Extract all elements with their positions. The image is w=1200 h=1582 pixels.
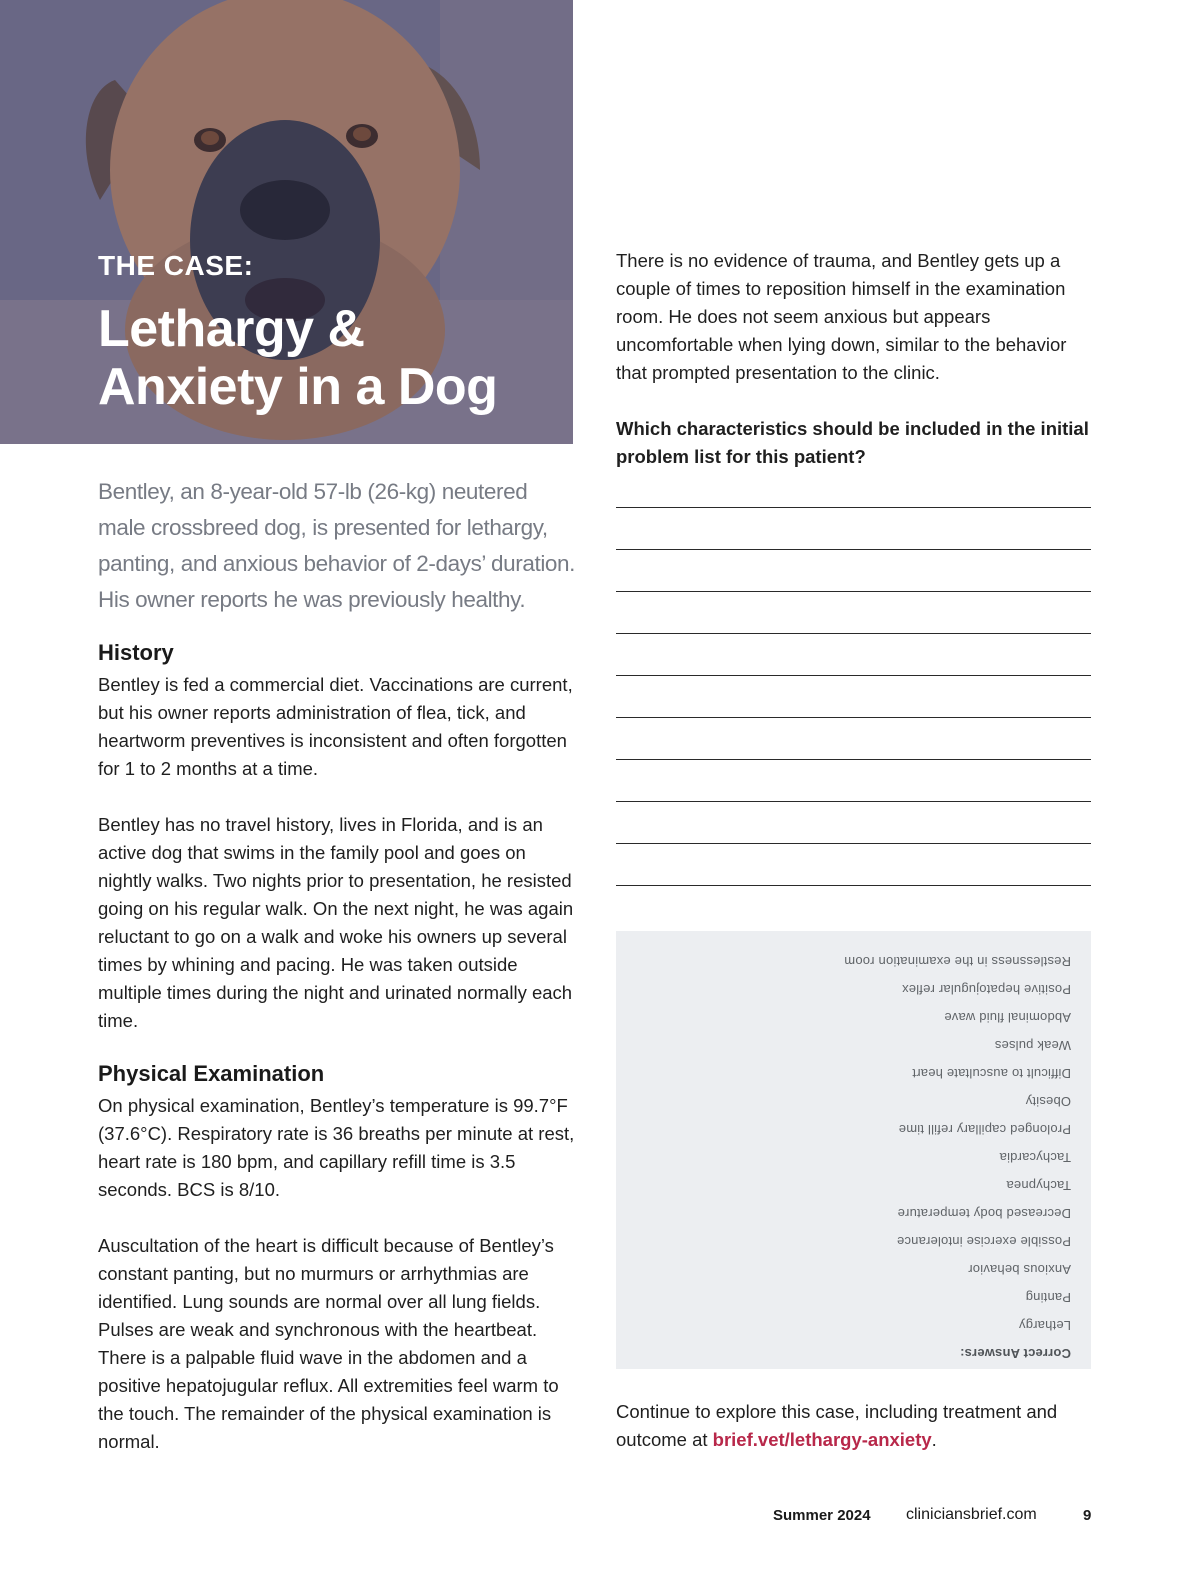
answer-item: Restlessness in the examination room xyxy=(844,954,1071,969)
page-title: Lethargy & Anxiety in a Dog xyxy=(98,300,498,416)
answer-line[interactable] xyxy=(616,633,1091,634)
cta-text: Continue to explore this case, including treatment and outcome at xyxy=(616,1401,1058,1450)
answer-item: Panting xyxy=(1025,1290,1071,1305)
question: Which characteristics should be included in the initial problem list for this patient? xyxy=(616,418,1089,467)
answer-item: Tachycardia xyxy=(999,1150,1071,1165)
case-link[interactable]: brief.vet/lethargy-anxiety xyxy=(712,1429,932,1450)
exam-paragraph-3: There is no evidence of trauma, and Bentley gets up a couple of times to reposition himself in the examination room. He does not seem anxious but appears uncomfortable when lying down, similar to the behavior that prompted presentation to the clinic. xyxy=(616,250,1067,383)
cta-paragraph xyxy=(616,1398,1096,1454)
page-number: 9 xyxy=(1083,1507,1092,1524)
hero-image xyxy=(0,0,573,444)
answer-item: Positive hepatojugular reflex xyxy=(901,982,1071,997)
answer-item: Anxious behavior xyxy=(968,1262,1071,1277)
answer-key-heading: Correct Answers: xyxy=(959,1346,1071,1361)
answer-item: Decreased body temperature xyxy=(897,1206,1071,1221)
case-summary: Bentley, an 8-year-old 57-lb (26-kg) neutered male crossbreed dog, is presented for lethargy, panting, and anxious behavior of 2-days’ duration. His owner reports he was previously healthy. xyxy=(98,479,575,612)
answer-line[interactable] xyxy=(616,591,1091,592)
answer-item: Prolonged capillary refill time xyxy=(898,1122,1071,1137)
answer-line[interactable] xyxy=(616,675,1091,676)
answer-key-list xyxy=(844,947,1071,1367)
history-paragraph-2: Bentley has no travel history, lives in Florida, and is an active dog that swims in the family pool and goes on nightly walks. Two nights prior to presentation, he resisted going on his regular walk. On the next night, he was again reluctant to go on a walk and woke his owners up several times by whining and pacing. He was taken outside multiple times during the night and urinated normally each time. xyxy=(98,814,574,1031)
exam-paragraph-2: Auscultation of the heart is difficult because of Bentley’s constant panting, but no murmurs or arrhythmias are identified. Lung sounds are normal over all lung fields. Pulses are weak and synchronous with the heartbeat. There is a palpable fluid wave in the abdomen and a positive hepatojugular reflux. All extremities feel warm to the touch. The remainder of the physical examination is normal. xyxy=(98,1235,559,1452)
answer-line[interactable] xyxy=(616,759,1091,760)
answer-line[interactable] xyxy=(616,717,1091,718)
history-heading: History xyxy=(98,640,174,665)
exam-paragraph-1: On physical examination, Bentley’s temperature is 99.7°F (37.6°C). Respiratory rate is 36 breaths per minute at rest, heart rate is 180 bpm, and capillary refill time is 3.5 seconds. BCS is 8/10. xyxy=(98,1095,575,1200)
answer-item: Lethargy xyxy=(1018,1318,1071,1333)
answer-line[interactable] xyxy=(616,801,1091,802)
answer-item: Tachypnea xyxy=(1006,1178,1071,1193)
site-label: cliniciansbrief.com xyxy=(906,1506,1037,1523)
answer-line[interactable] xyxy=(616,843,1091,844)
issue-label: Summer 2024 xyxy=(773,1507,871,1524)
answer-key-box xyxy=(616,931,1091,1369)
answer-item: Abdominal fluid wave xyxy=(944,1010,1071,1025)
exam-heading: Physical Examination xyxy=(98,1061,325,1086)
answer-line[interactable] xyxy=(616,507,1091,508)
answer-item: Difficult to auscultate heart xyxy=(912,1066,1071,1081)
answer-item: Weak pulses xyxy=(994,1038,1071,1053)
answer-item: Obesity xyxy=(1025,1094,1071,1109)
case-kicker: THE CASE: xyxy=(98,250,254,281)
cta-end: . xyxy=(931,1429,937,1450)
answer-line[interactable] xyxy=(616,549,1091,550)
answer-item: Possible exercise intolerance xyxy=(896,1234,1071,1249)
history-paragraph-1: Bentley is fed a commercial diet. Vaccinations are current, but his owner reports administration of flea, tick, and heartworm preventives is inconsistent and often forgotten for 1 to 2 months at a time. xyxy=(98,674,573,779)
answer-line[interactable] xyxy=(616,885,1091,886)
